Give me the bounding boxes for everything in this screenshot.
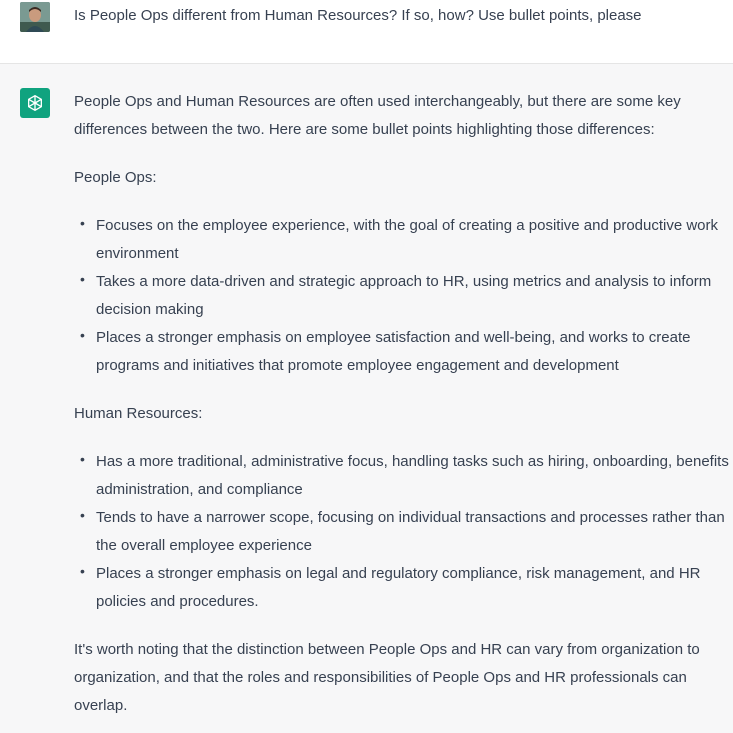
assistant-message-row [0,64,733,733]
user-message-row [0,0,733,64]
user-avatar-photo-icon [20,2,50,32]
assistant-avatar [20,88,50,118]
bullet-icon: • [80,271,85,287]
human-resources-bullet-list [74,448,729,616]
intro-paragraph: People Ops and Human Resources are often used interchangeably, but there are some key differences between the two. Here are some bullet points highlighting those differences: [74,93,681,138]
bullet-icon: • [80,507,85,523]
user-message-text: Is People Ops different from Human Resources? If so, how? Use bullet points, please [74,7,642,24]
bullet-icon: • [80,327,85,343]
people-ops-bullet-list [74,212,729,380]
list-item: • Places a stronger emphasis on legal and regulatory compliance, risk management, and HR policies and procedures. [74,560,729,616]
openai-logo-icon [25,93,45,113]
list-item: • Tends to have a narrower scope, focusing on individual transactions and processes rather than the overall employee experience [74,504,729,560]
bullet-icon: • [80,451,85,467]
assistant-message-content [74,88,729,720]
list-item: • Takes a more data-driven and strategic approach to HR, using metrics and analysis to inform decision making [74,268,729,324]
bullet-icon: • [80,563,85,579]
bullet-icon: • [80,215,85,231]
user-avatar [20,2,50,32]
list-item: • Has a more traditional, administrative focus, handling tasks such as hiring, onboarding, benefits administration, and compliance [74,448,729,504]
section-heading-people-ops: People Ops: [74,169,157,186]
conclusion-paragraph: It's worth noting that the distinction between People Ops and HR can vary from organization to organization, and that the roles and responsibilities of People Ops and HR professionals can overlap. [74,641,700,714]
list-item: • Places a stronger emphasis on employee satisfaction and well-being, and works to create programs and initiatives that promote employee engagement and development [74,324,729,380]
list-item: • Focuses on the employee experience, with the goal of creating a positive and productive work environment [74,212,729,268]
section-heading-human-resources: Human Resources: [74,405,203,422]
